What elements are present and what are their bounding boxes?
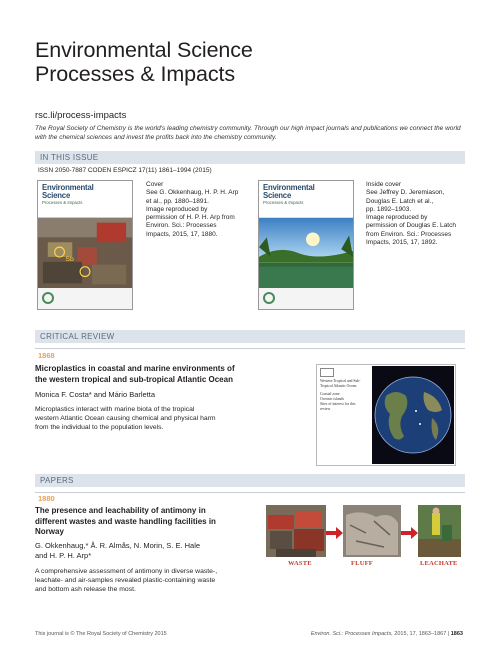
critical-review-bar [35, 330, 465, 343]
journal-title [35, 38, 253, 86]
lake-landscape-image [259, 217, 353, 290]
cover-caption [146, 181, 256, 239]
rsc-logo-icon [42, 292, 54, 304]
papers-bar [35, 474, 465, 487]
inside-cover-caption-title: Inside cover [366, 181, 402, 188]
cover-caption-line: et al., pp. 1880–1891. [146, 197, 209, 205]
paper-abstract [35, 567, 217, 594]
paper-abstract-line: and bottom ash release the most. [35, 586, 136, 593]
paper-title[interactable] [35, 506, 216, 538]
cover-caption-line: See Jeffrey D. Jeremiason, [366, 189, 445, 197]
cover-title-line1: Environmental [263, 183, 315, 192]
cover-caption-line: pp. 1892–1903. [366, 205, 412, 213]
cover-title-line2: Science [263, 190, 292, 200]
journal-title-line1: Environmental Science [35, 38, 253, 62]
paper-authors [35, 541, 200, 561]
footer-volume-pages: 2015, 17, 1863–1867 | [392, 631, 451, 637]
rsc-blurb: The Royal Society of Chemistry is the world's leading chemistry community. Through our high impact journals and publications we connect the world with the chemical sciences and invest the profits back into the chemistry community. [35, 125, 461, 141]
footer-journal-name: Environ. Sci.: Processes Impacts, [310, 631, 393, 637]
review-title[interactable] [35, 364, 235, 385]
cover-title-line1: Environmental [42, 183, 94, 192]
legend-text: Oceanic islands [320, 397, 344, 401]
cover-caption-line: Image reproduced by [146, 205, 208, 213]
paper-authors-line1: G. Okkenhaug,* Å. R. Almås, N. Morin, S. E. Hale [35, 541, 201, 550]
inside-cover-thumbnail[interactable] [258, 180, 354, 310]
footer-page-number: 1863 [450, 631, 463, 637]
cover-thumbnail[interactable] [37, 180, 133, 310]
review-abstract [35, 405, 216, 432]
leachate-label: LEACHATE [420, 560, 458, 567]
waste-label: WASTE [288, 560, 312, 567]
divider [35, 492, 465, 493]
rsc-logo-icon [263, 292, 275, 304]
journal-url[interactable]: rsc.li/process-impacts [35, 110, 127, 121]
review-abstract-line: western Atlantic Ocean causing chemical and physical harm [35, 415, 216, 422]
footer-citation [311, 631, 463, 637]
footer-copyright: This journal is © The Royal Society of Chemistry 2015 [35, 631, 167, 637]
review-title-line1: Microplastics in coastal and marine environments of [35, 364, 235, 373]
legend-text: Western Tropical and Sub- [320, 379, 361, 383]
cover-subtitle: Processes & Impacts [42, 200, 83, 205]
review-abstract-line: Microplastics interact with marine biota of the tropical [35, 406, 195, 413]
paper-page-number: 1880 [38, 494, 55, 503]
cover-caption-line: from Environ. Sci.: Processes [366, 230, 452, 238]
cover-caption-line: Image reproduced by [366, 214, 428, 222]
critical-review-heading: CRITICAL REVIEW [40, 331, 115, 341]
inside-cover-caption [366, 181, 466, 247]
paper-abstract-line: leachate- and air-samples revealed plastic-containing waste [35, 577, 216, 584]
cover-caption-line: Impacts, 2015, 17, 1880. [146, 230, 218, 238]
cover-title-line2: Science [42, 190, 71, 200]
review-authors: Monica F. Costa* and Mário Barletta [35, 390, 156, 399]
legend-text: Sites of interest for this [320, 402, 356, 406]
legend-text: Coastal zone [320, 392, 340, 396]
waste-fluff-leachate-figure [266, 505, 461, 563]
fluff-label: FLUFF [351, 560, 373, 567]
cover-caption-title: Cover [146, 181, 164, 188]
cover-caption-line: Impacts, 2015, 17, 1892. [366, 239, 438, 247]
paper-authors-line2: and H. P. H. Arp* [35, 551, 92, 560]
in-this-issue-bar [35, 151, 465, 164]
globe-icon [372, 366, 454, 464]
legend-text: Tropical Atlantic Ocean [320, 384, 357, 388]
paper-title-line1: The presence and leachability of antimony in [35, 506, 206, 515]
cover-caption-line: Douglas E. Latch et al., [366, 197, 434, 205]
divider [35, 348, 465, 349]
review-abstract-line: from the individual to the population levels. [35, 424, 164, 431]
cover-caption-line: permission of Douglas E. Latch [366, 222, 456, 230]
cover-caption-line: See G. Okkenhaug, H. P. H. Arp [146, 189, 239, 197]
paper-title-line2: different wastes and waste handling facilities in [35, 516, 216, 526]
review-title-line2: the western tropical and sub-tropical Atlantic Ocean [35, 374, 233, 384]
cover-caption-line: permission of H. P. H. Arp from [146, 214, 235, 222]
issn-line: ISSN 2050-7887 CODEN ESPICZ 17(11) 1861–1994 (2015) [38, 167, 212, 174]
paper-abstract-line: A comprehensive assessment of antimony in diverse waste-, [35, 568, 218, 575]
cover-caption-line: Environ. Sci.: Processes [146, 222, 217, 230]
journal-title-line2: Processes & Impacts [35, 62, 236, 86]
legend-text: review [320, 407, 331, 411]
svg-text:Sb: Sb [65, 255, 74, 263]
waste-pile-image [38, 217, 132, 290]
papers-heading: PAPERS [40, 475, 74, 485]
map-inset [320, 368, 334, 377]
review-page-number: 1868 [38, 351, 55, 360]
globe-legend [320, 368, 370, 462]
paper-title-line3: Norway [35, 527, 64, 536]
cover-subtitle: Processes & Impacts [263, 200, 304, 205]
in-this-issue-heading: IN THIS ISSUE [40, 152, 99, 162]
